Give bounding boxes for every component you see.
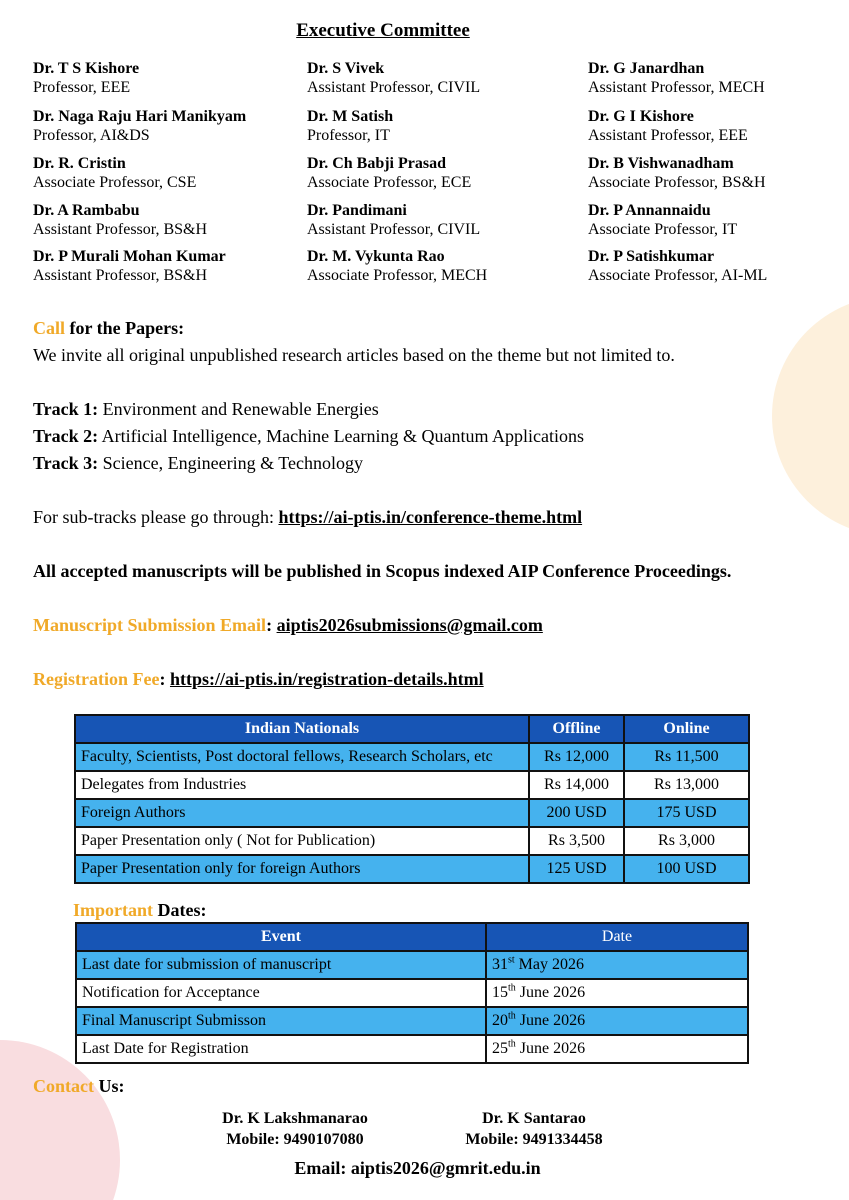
table-cell: Rs 3,000 [624,827,749,855]
table-header-cell: Offline [529,715,624,743]
contact-person [175,1108,415,1150]
member-role: Associate Professor, BS&H [588,174,766,191]
table-header-cell: Online [624,715,749,743]
important-dates-table [75,922,749,1064]
submission-colon: : [266,615,277,635]
member-name: Dr. T S Kishore [33,60,140,77]
event-cell: Last Date for Registration [76,1035,486,1063]
event-cell: Notification for Acceptance [76,979,486,1007]
executive-committee-title: Executive Committee [296,20,470,41]
member-name: Dr. P Murali Mohan Kumar [33,248,226,265]
member-role: Assistant Professor, BS&H [33,221,208,238]
member-role: Assistant Professor, EEE [588,127,748,144]
table-header-cell: Event [76,923,486,951]
member-role: Assistant Professor, CIVIL [307,79,481,96]
contact-mobile: Mobile: 9491334458 [465,1131,603,1148]
important-highlight: Important [73,900,153,920]
table-cell: 175 USD [624,799,749,827]
member-role: Assistant Professor, BS&H [33,267,208,284]
publication-note: All accepted manuscripts will be published in Scopus indexed AIP Conference Proceedings. [33,561,732,581]
registration-fee-table [74,714,750,884]
table-cell: Rs 11,500 [624,743,749,771]
contact-name: Dr. K Lakshmanarao [222,1110,368,1127]
table-row [75,771,749,799]
table-cell: Foreign Authors [75,799,529,827]
table-row [76,1035,748,1063]
subtracks-text: For sub-tracks please go through: [33,507,279,527]
registration-fee-line [33,669,484,690]
table-row [75,743,749,771]
registration-label: Registration Fee [33,669,160,689]
committee-member [588,247,849,285]
table-header-cell: Indian Nationals [75,715,529,743]
submission-email-line [33,615,543,636]
important-heading-rest: Dates: [153,900,207,920]
member-name: Dr. Naga Raju Hari Manikyam [33,108,247,125]
member-role: Associate Professor, MECH [307,267,488,284]
table-row [76,1007,748,1035]
contact-email[interactable]: Email: aiptis2026@gmrit.edu.in [294,1158,541,1178]
committee-member [307,107,587,145]
committee-member [33,201,313,239]
member-role: Professor, AI&DS [33,127,150,144]
member-name: Dr. R. Cristin [33,155,126,172]
contact-heading-rest: Us: [94,1076,125,1096]
committee-member [33,247,313,285]
committee-member [588,59,849,97]
table-header-row [76,923,748,951]
table-header-row [75,715,749,743]
table-cell: Rs 3,500 [529,827,624,855]
member-role: Associate Professor, ECE [307,174,472,191]
member-name: Dr. B Vishwanadham [588,155,734,172]
call-highlight: Call [33,318,66,338]
member-role: Associate Professor, CSE [33,174,197,191]
table-cell: Rs 14,000 [529,771,624,799]
table-cell: Rs 12,000 [529,743,624,771]
conference-theme-link[interactable]: https://ai-ptis.in/conference-theme.html [278,507,583,527]
member-role: Assistant Professor, MECH [588,79,765,96]
table-cell: 125 USD [529,855,624,883]
member-name: Dr. A Rambabu [33,202,140,219]
table-row [75,855,749,883]
member-name: Dr. P Satishkumar [588,248,715,265]
table-row [76,951,748,979]
event-cell: Final Manuscript Submisson [76,1007,486,1035]
committee-member [33,59,313,97]
contact-highlight: Contact [33,1076,94,1096]
track-label: Track 2: [33,426,99,446]
track-2 [33,426,584,447]
date-cell: 25th June 2026 [486,1035,748,1063]
registration-details-link[interactable]: https://ai-ptis.in/registration-details.html [169,669,484,689]
track-3 [33,453,363,474]
contact-mobile: Mobile: 9490107080 [226,1131,364,1148]
table-cell: Faculty, Scientists, Post doctoral fellows, Research Scholars, etc [75,743,529,771]
registration-colon: : [159,669,170,689]
table-cell: Rs 13,000 [624,771,749,799]
track-text: Artificial Intelligence, Machine Learning & Quantum Applications [98,426,585,446]
member-name: Dr. M Satish [307,108,394,125]
committee-member [588,107,849,145]
track-label: Track 3: [33,453,99,473]
committee-member [33,107,313,145]
committee-member [307,154,587,192]
decorative-circle-right [772,296,849,536]
table-row [76,979,748,1007]
table-header-cell: Date [486,923,748,951]
table-row [75,799,749,827]
track-text: Science, Engineering & Technology [98,453,363,473]
track-label: Track 1: [33,399,99,419]
contact-name: Dr. K Santarao [482,1110,586,1127]
member-role: Professor, EEE [33,79,131,96]
member-role: Professor, IT [307,127,390,144]
member-name: Dr. Ch Babji Prasad [307,155,446,172]
member-role: Associate Professor, AI-ML [588,267,768,284]
call-heading-rest: for the Papers: [65,318,185,338]
member-name: Dr. S Vivek [307,60,385,77]
table-cell: Delegates from Industries [75,771,529,799]
member-role: Associate Professor, IT [588,221,738,238]
member-role: Assistant Professor, CIVIL [307,221,481,238]
subtracks-line [33,507,582,528]
member-name: Dr. Pandimani [307,202,407,219]
committee-member [307,201,587,239]
submission-label: Manuscript Submission Email [33,615,267,635]
committee-member [307,247,587,285]
table-cell: Paper Presentation only for foreign Authors [75,855,529,883]
contact-person [414,1108,654,1150]
date-cell: 15th June 2026 [486,979,748,1007]
table-cell: 200 USD [529,799,624,827]
track-text: Environment and Renewable Energies [98,399,379,419]
member-name: Dr. P Annannaidu [588,202,711,219]
table-row [75,827,749,855]
date-cell: 20th June 2026 [486,1007,748,1035]
call-for-papers-heading [33,318,184,339]
committee-member [33,154,313,192]
committee-member [307,59,587,97]
important-dates-heading [73,900,206,921]
member-name: Dr. G I Kishore [588,108,694,125]
member-name: Dr. M. Vykunta Rao [307,248,445,265]
track-1 [33,399,379,420]
date-cell: 31st May 2026 [486,951,748,979]
submission-email-link[interactable]: aiptis2026submissions@gmail.com [276,615,543,635]
call-intro: We invite all original unpublished research articles based on the theme but not limited to. [33,345,675,365]
table-cell: 100 USD [624,855,749,883]
contact-heading [33,1076,125,1097]
committee-member [588,201,849,239]
committee-member [588,154,849,192]
member-name: Dr. G Janardhan [588,60,705,77]
event-cell: Last date for submission of manuscript [76,951,486,979]
table-cell: Paper Presentation only ( Not for Publication) [75,827,529,855]
